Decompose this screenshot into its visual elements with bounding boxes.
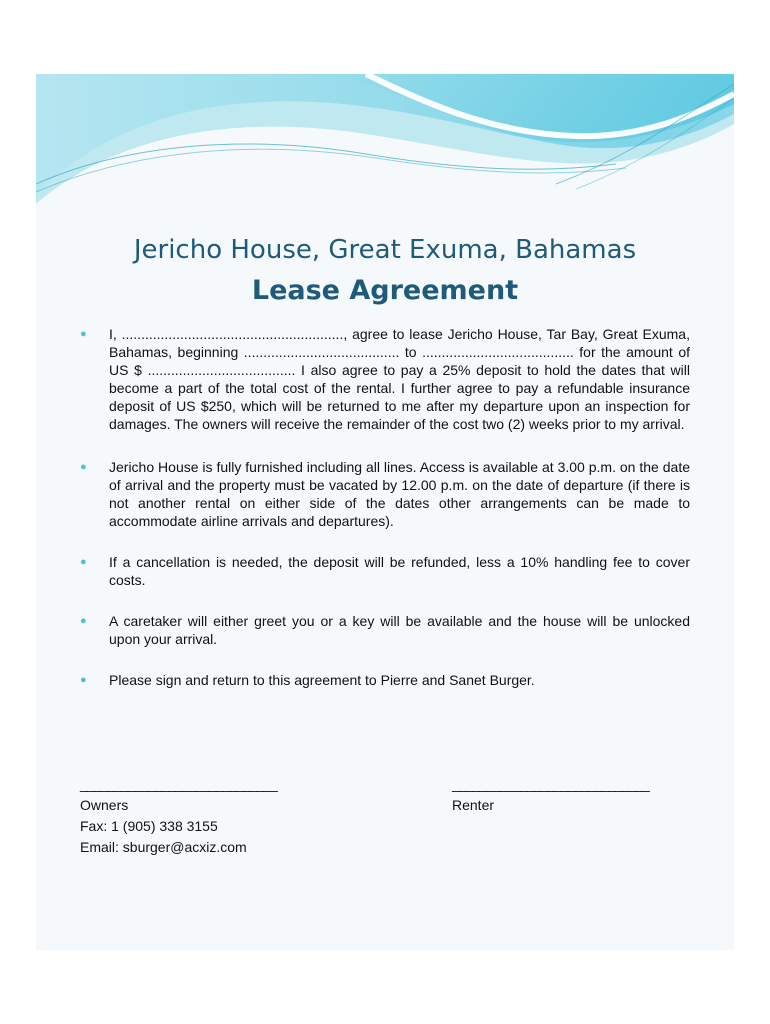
term-text: Jericho House is fully furnished including all lines. Access is available at 3.00 p.m. on the date of arrival and the property must be vacated by 12.00 p.m. on the date of departure (if there is not another rental on either side of the dates other arrangements can be made to accommodate airline arrivals and departures).	[109, 459, 690, 529]
document-page	[36, 74, 734, 950]
list-item	[78, 458, 690, 530]
bullet-dot-icon: ●	[80, 556, 87, 568]
title-lease-agreement: Lease Agreement	[251, 275, 519, 306]
owners-label: Owners	[80, 797, 129, 813]
list-item	[78, 671, 690, 689]
title-property: Jericho House, Great Exuma, Bahamas	[133, 235, 637, 265]
term-text: Please sign and return to this agreement to Pierre and Sanet Burger.	[109, 672, 535, 688]
owners-signature-block	[80, 774, 277, 858]
document-title	[36, 232, 734, 310]
wave-header-graphic	[36, 74, 734, 224]
list-item	[78, 325, 690, 433]
term-text: If a cancellation is needed, the deposit will be refunded, less a 10% handling fee to cover costs.	[109, 554, 690, 588]
list-item	[78, 612, 690, 648]
bullet-dot-icon: ●	[80, 674, 87, 686]
term-text: I, ........................................................., agree to lease Jericho House, Tar Bay, Great Exuma, Bahamas, beginning ........................................ to ....................................... for the amount of US $ ...................................... I also agree to pay a 25% deposit to hold the dates that will become a part of the total cost of the rental. I further agree to pay a refundable insurance deposit of US $250, which will be returned to me after my departure upon an inspection for damages. The owners will receive the remainder of the cost two (2) weeks prior to my arrival.	[109, 326, 690, 432]
renter-label: Renter	[452, 797, 495, 813]
terms-list	[78, 325, 690, 689]
owners-fax: Fax: 1 (905) 338 3155	[80, 818, 218, 834]
owners-email: Email: sburger@acxiz.com	[80, 839, 247, 855]
list-item	[78, 553, 690, 589]
term-text: A caretaker will either greet you or a key will be available and the house will be unlocked upon your arrival.	[109, 613, 690, 647]
bullet-dot-icon: ●	[80, 328, 87, 340]
bullet-dot-icon: ●	[80, 615, 87, 627]
bullet-dot-icon: ●	[80, 461, 87, 473]
renter-signature-block	[452, 774, 649, 816]
renter-signature-line: _____________________________	[452, 776, 649, 792]
owners-signature-line: _____________________________	[80, 776, 277, 792]
